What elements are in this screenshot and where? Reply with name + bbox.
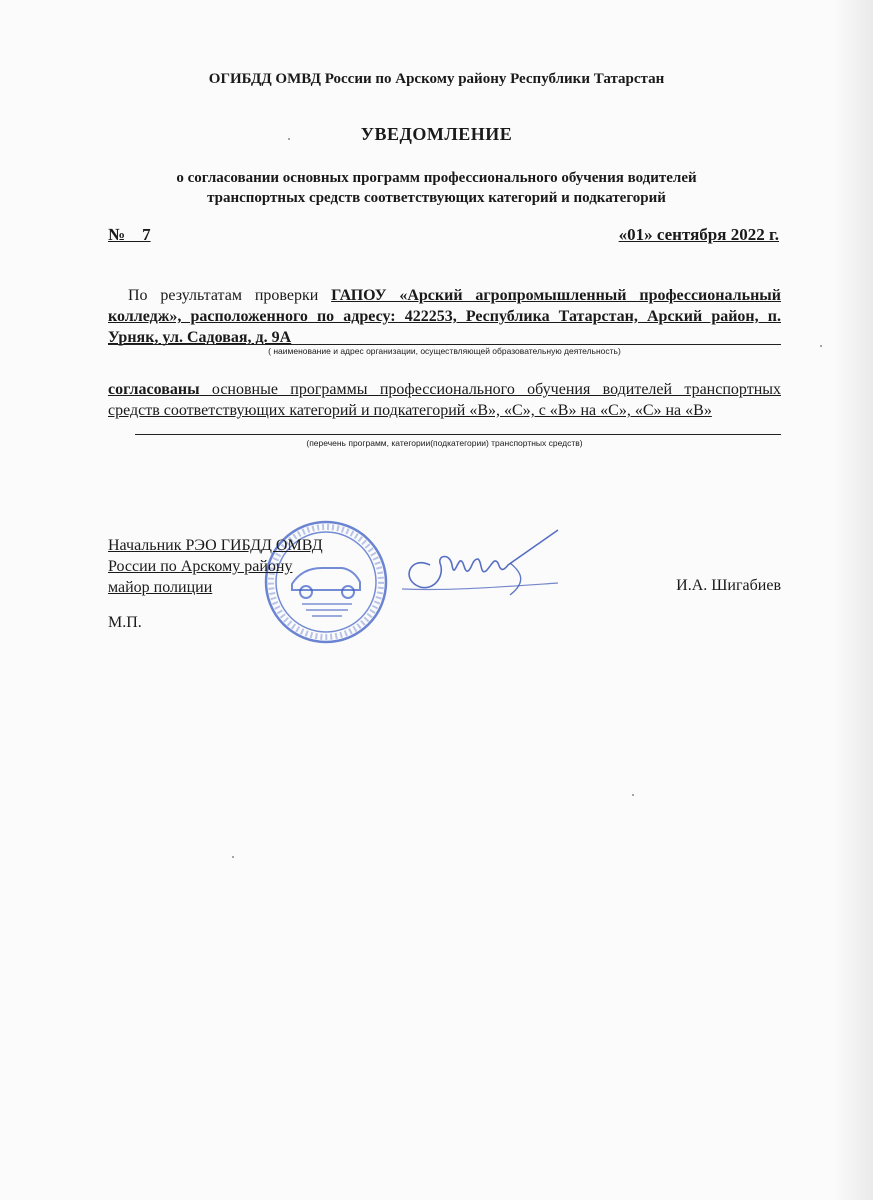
- caption-organization: ( наименование и адрес организации, осуществляющей образовательную деятельность): [268, 346, 621, 356]
- document-number: № 7: [108, 225, 151, 244]
- subtitle-line-2: транспортных средств соответствующих категорий и подкатегорий: [207, 190, 666, 206]
- scan-speck: [632, 794, 634, 796]
- scan-speck: [820, 345, 822, 347]
- paragraph-inspection: [108, 285, 781, 348]
- fill-line-2: [135, 434, 781, 435]
- caption-programs: (перечень программ, категории(подкатегории) транспортных средств): [306, 438, 583, 448]
- organization-name-address: ГАПОУ «Арский агропромышленный профессиональный колледж», расположенного по адресу: 422253, Республика Татарстан, Арский район, п. Урняк, ул. Садовая, д. 9А: [108, 287, 781, 346]
- approved-programs-text: основные программы профессионального обучения водителей транспортных средств соответствующих категорий и подкатегорий «В», «С», с «В» на «С», «С» на «В»: [108, 381, 781, 419]
- paragraph-approval: [108, 379, 781, 421]
- document-date: «01» сентября 2022 г.: [618, 225, 779, 244]
- scan-speck: [288, 138, 290, 140]
- signer-line-2: России по Арскому району: [108, 558, 293, 575]
- subtitle-line-1: о согласовании основных программ профессионального обучения водителей: [176, 170, 697, 186]
- signer-line-3: майор полиции: [108, 579, 213, 596]
- signer-line-1: Начальник РЭО ГИБДД ОМВД: [108, 537, 323, 554]
- paragraph-intro: По результатам проверки: [128, 287, 332, 304]
- signer-position: [108, 535, 323, 598]
- document-subtitle: [0, 168, 873, 208]
- signer-name: И.А. Шигабиев: [676, 577, 781, 594]
- scan-speck: [232, 856, 234, 858]
- fill-line-1: [108, 344, 781, 345]
- signature-icon: [390, 525, 570, 600]
- seal-place-label: М.П.: [108, 614, 142, 631]
- issuer-header: ОГИБДД ОМВД России по Арскому району Республики Татарстан: [208, 71, 665, 87]
- approved-keyword: согласованы: [108, 381, 200, 398]
- document-title: УВЕДОМЛЕНИЕ: [360, 124, 513, 144]
